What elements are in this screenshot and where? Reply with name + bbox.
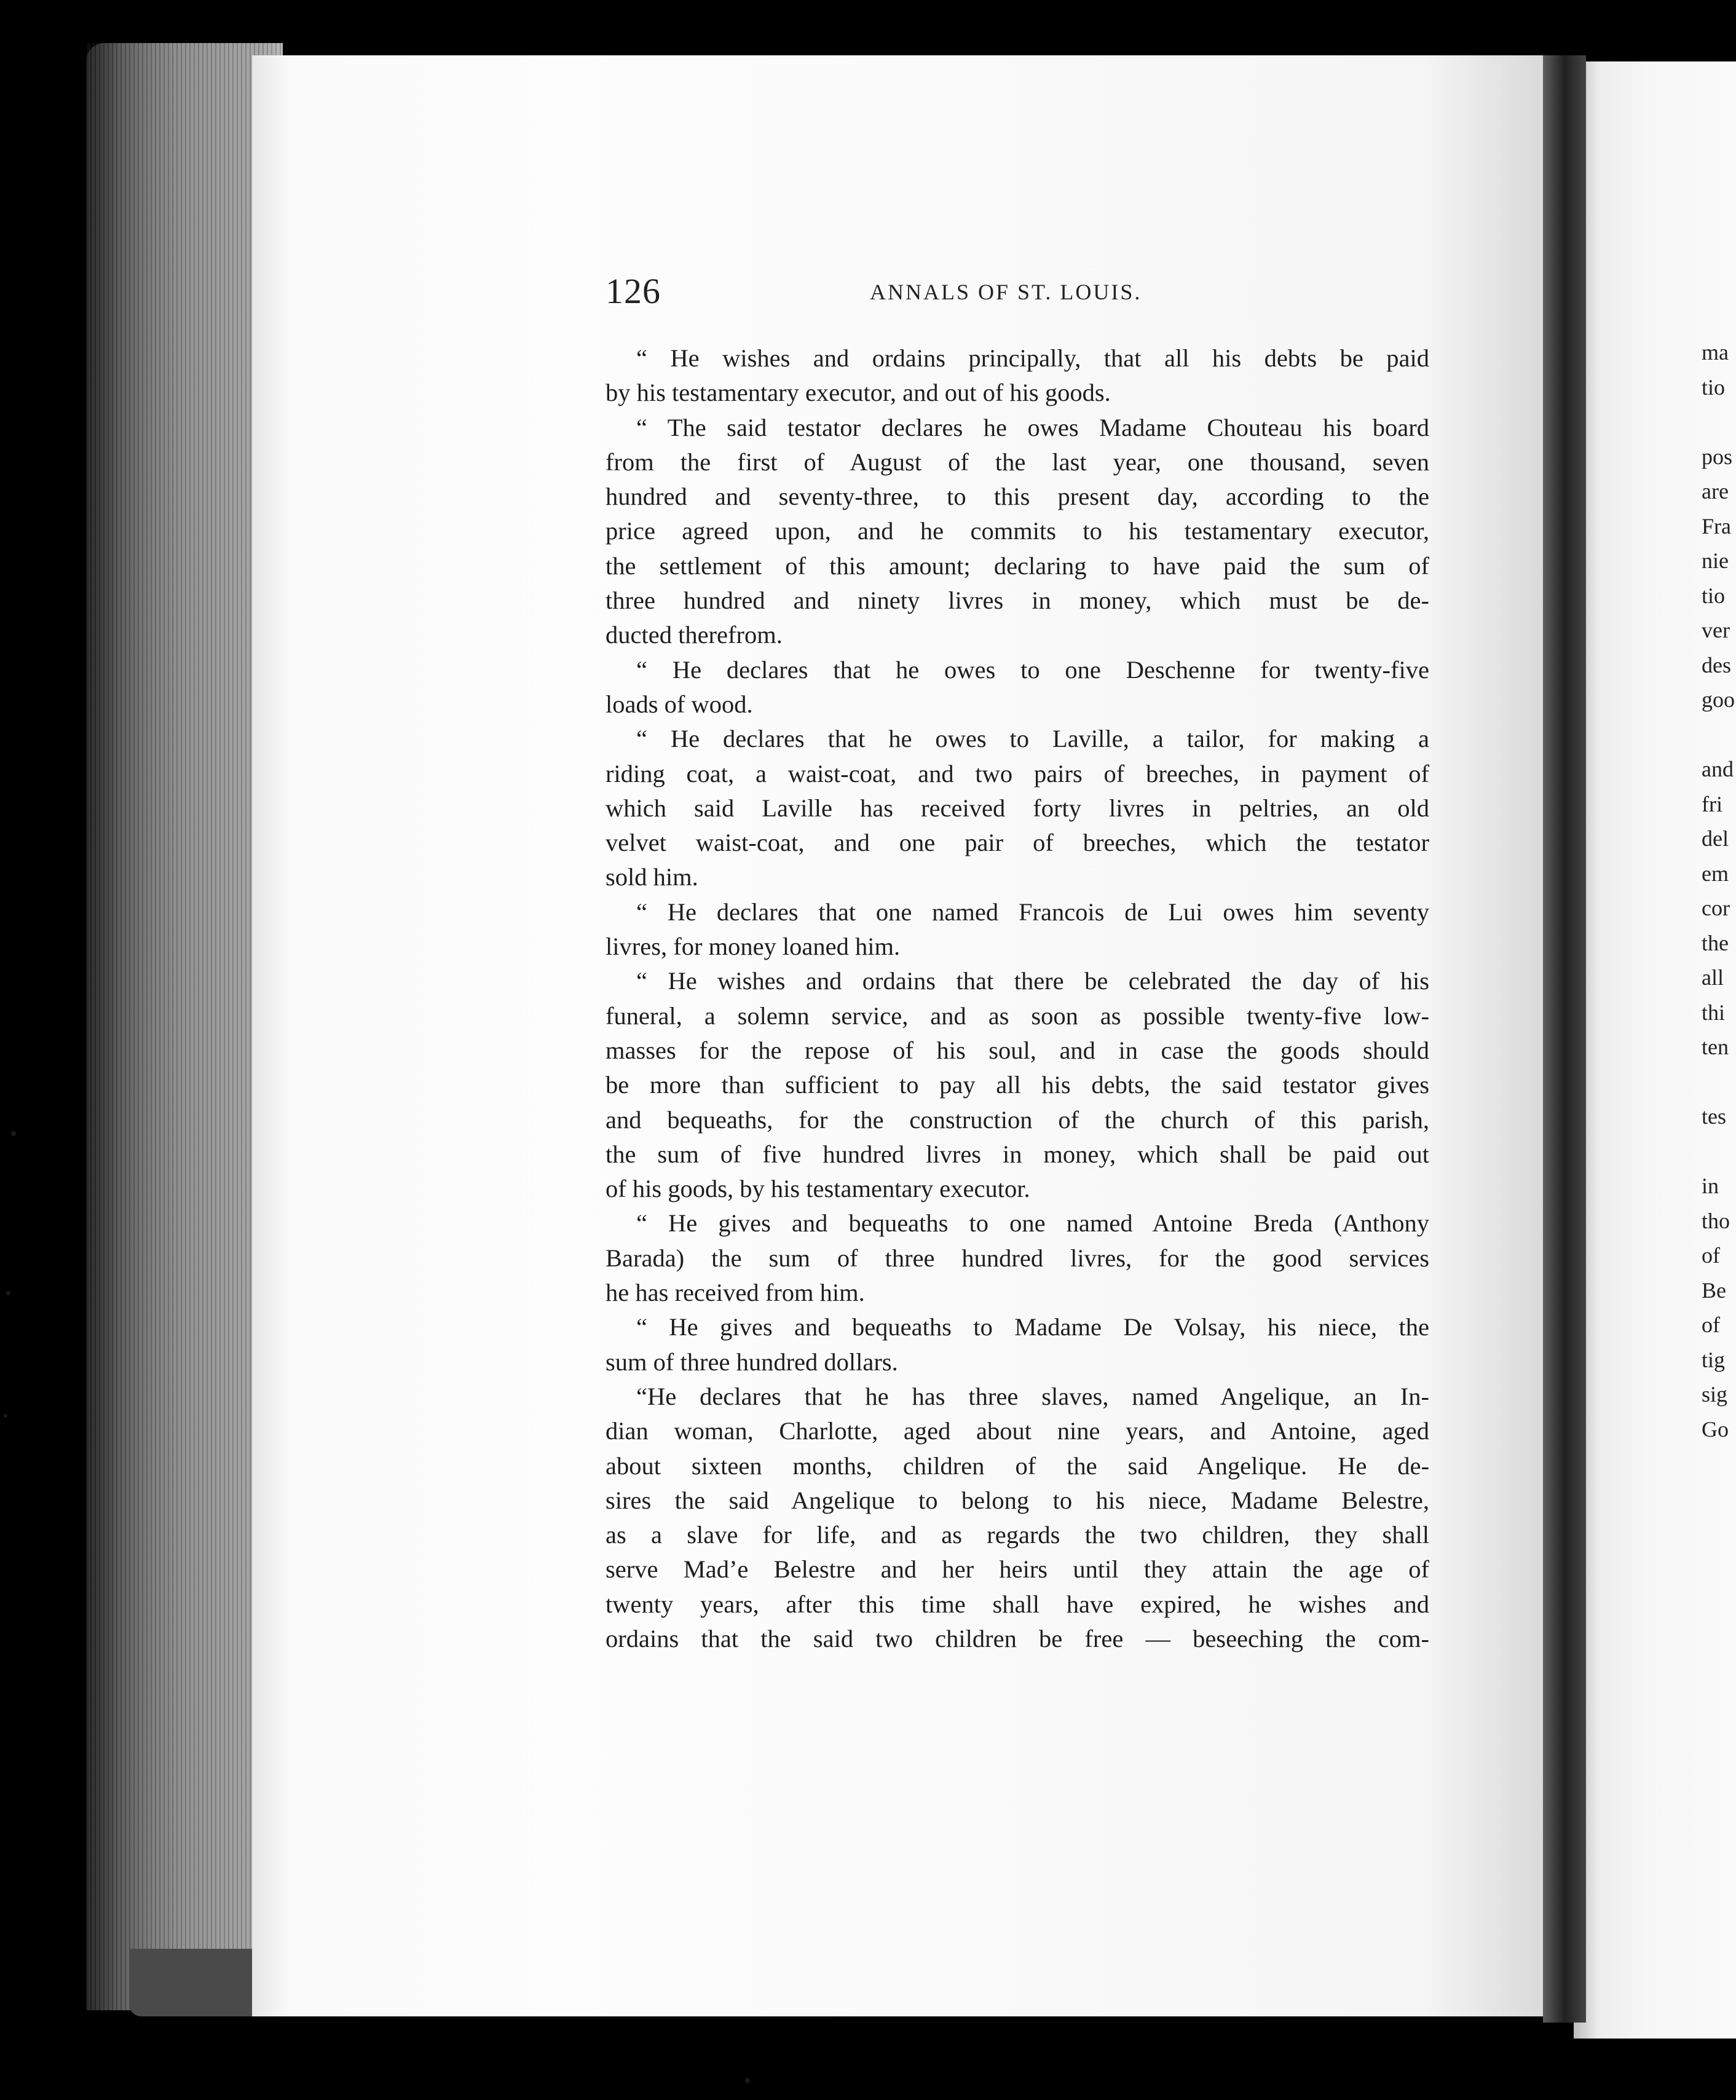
text-line: and bequeaths, for the construction of the church of this parish,	[606, 1105, 1429, 1134]
page-header	[606, 270, 1429, 314]
text-line: dian woman, Charlotte, aged about nine years, and Antoine, aged	[606, 1417, 1429, 1445]
book-gutter	[1543, 55, 1586, 2023]
text-line: “ He gives and bequeaths to Madame De Volsay, his niece, the	[636, 1313, 1429, 1341]
text-line: “ The said testator declares he owes Madame Chouteau his board	[636, 413, 1429, 441]
right-page-fragment: sig	[1702, 1382, 1728, 1407]
right-page-fragment: and	[1702, 757, 1734, 781]
text-line: hundred and seventy-three, to this present day, according to the	[606, 483, 1429, 511]
right-page-fragment: em	[1702, 861, 1729, 886]
right-page-fragment: del	[1702, 826, 1729, 851]
text-line: “ He declares that he owes to one Deschenne for twenty-five	[636, 655, 1429, 684]
right-page-fragment: all	[1702, 965, 1724, 990]
text-line: as a slave for life, and as regards the two children, they shall	[606, 1521, 1429, 1549]
text-line: he has received from him.	[606, 1279, 865, 1307]
right-page-fragment: des	[1702, 652, 1731, 677]
right-page-fragment: cor	[1702, 896, 1730, 920]
text-line: “ He declares that one named Francois de Lui owes him seventy	[636, 898, 1429, 926]
text-line: about sixteen months, children of the said Angelique. He de-	[606, 1451, 1429, 1480]
text-line: ordains that the said two children be free — beseeching the com-	[606, 1624, 1429, 1652]
text-line: twenty years, after this time shall have expired, he wishes and	[606, 1590, 1429, 1618]
text-line: which said Laville has received forty livres in peltries, an old	[606, 794, 1429, 822]
right-page-fragment: of	[1702, 1243, 1720, 1268]
right-page-fragment: ten	[1702, 1035, 1729, 1059]
right-page-fragment: ma	[1702, 340, 1729, 365]
text-line: of his goods, by his testamentary executor.	[606, 1175, 1030, 1203]
right-page-fragment: tig	[1702, 1347, 1726, 1372]
right-page-fragment	[1702, 1065, 1736, 1100]
text-line: “ He declares that he owes to Laville, a tailor, for making a	[636, 725, 1429, 753]
scan-speck	[6, 1291, 10, 1295]
right-page-fragment: in	[1702, 1174, 1719, 1198]
right-page-fragment: tes	[1702, 1104, 1726, 1129]
text-line: price agreed upon, and he commits to his testamentary executor,	[606, 517, 1429, 545]
text-line: the sum of five hundred livres in money, which shall be paid out	[606, 1140, 1429, 1168]
right-page-fragment: nie	[1702, 548, 1729, 573]
text-line: funeral, a solemn service, and as soon as possible twenty-five low-	[606, 1001, 1429, 1030]
right-page-fragment: ver	[1702, 618, 1730, 642]
text-line: velvet waist-coat, and one pair of breeches, which the testator	[606, 829, 1429, 857]
right-page-text-fragments	[1702, 335, 1736, 1447]
running-head: ANNALS OF ST. LOUIS.	[870, 280, 1142, 304]
right-page-fragment: tio	[1702, 583, 1726, 608]
body-text	[606, 341, 1429, 1656]
scan-speck	[11, 1131, 16, 1136]
right-page-fragment: goo	[1702, 687, 1735, 712]
text-line: riding coat, a waist-coat, and two pairs of breeches, in payment of	[606, 759, 1429, 788]
right-page-fragment: of	[1702, 1312, 1720, 1337]
text-line: from the first of August of the last year, one thousand, seven	[606, 448, 1429, 476]
text-line: livres, for money loaned him.	[606, 933, 901, 961]
right-page-fragment: are	[1702, 479, 1729, 503]
right-page-fragment	[1702, 717, 1736, 752]
text-line: Barada) the sum of three hundred livres, for the good services	[606, 1244, 1429, 1272]
text-line: the settlement of this amount; declaring to have paid the sum of	[606, 551, 1429, 580]
right-page-fragment: tho	[1702, 1208, 1730, 1233]
page-number: 126	[606, 271, 661, 311]
text-line: “He declares that he has three slaves, named Angelique, an In-	[636, 1382, 1429, 1410]
text-line: sold him.	[606, 863, 698, 891]
right-page-fragment: the	[1702, 930, 1729, 955]
right-page-fragment: Go	[1702, 1416, 1729, 1442]
right-page-fragment	[1702, 1134, 1736, 1169]
right-page-fragment: Fra	[1702, 513, 1731, 539]
text-line: three hundred and ninety livres in money, which must be de-	[606, 586, 1429, 615]
text-line: serve Mad’e Belestre and her heirs until they attain the age of	[606, 1555, 1429, 1584]
right-page-fragment: pos	[1702, 444, 1733, 469]
right-page-fragment: fri	[1702, 791, 1722, 816]
scan-speck	[4, 1414, 7, 1418]
text-line: sires the said Angelique to belong to his niece, Madame Belestre,	[606, 1486, 1429, 1514]
text-line: ducted therefrom.	[606, 621, 783, 649]
text-line: loads of wood.	[606, 690, 753, 718]
right-page-fragment	[1702, 405, 1736, 440]
text-line: “ He wishes and ordains principally, that all his debts be paid	[636, 344, 1429, 372]
right-page-fragment: tio	[1702, 374, 1726, 400]
text-line: masses for the repose of his soul, and in case the goods should	[606, 1036, 1429, 1064]
text-line: be more than sufficient to pay all his debts, the said testator gives	[606, 1071, 1429, 1099]
right-page-fragment: Be	[1702, 1277, 1726, 1303]
text-line: “ He wishes and ordains that there be celebrated the day of his	[636, 967, 1429, 995]
right-page-fragment: thi	[1702, 1000, 1726, 1025]
text-line: sum of three hundred dollars.	[606, 1348, 898, 1376]
scan-speck	[745, 2078, 750, 2083]
text-line: “ He gives and bequeaths to one named Antoine Breda (Anthony	[636, 1209, 1429, 1238]
text-line: by his testamentary executor, and out of his goods.	[606, 379, 1111, 407]
